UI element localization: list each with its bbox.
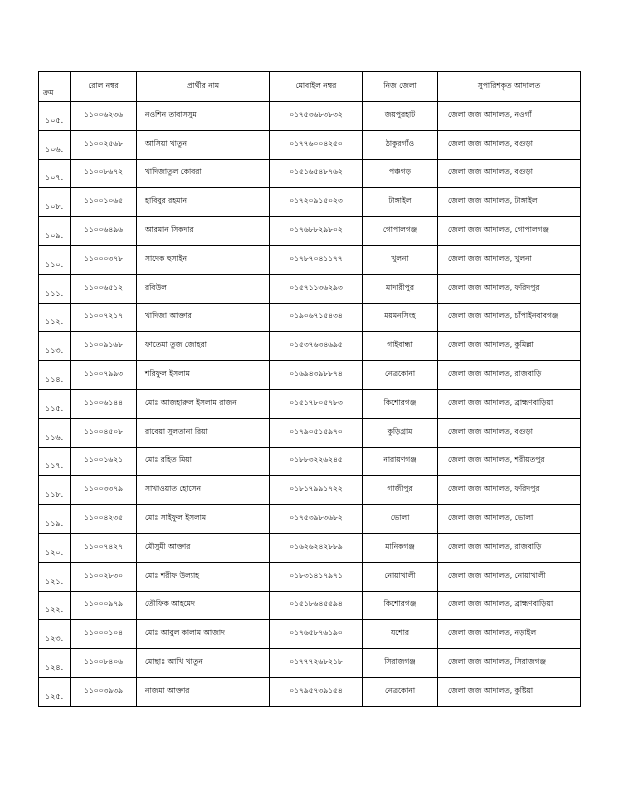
district-cell: ঠাকুরগাঁও	[363, 130, 438, 159]
name-cell: রবিউল	[137, 274, 270, 303]
roll-cell: ১১০০৪২৩৫	[71, 505, 137, 534]
serial-cell: ১০৮.	[39, 188, 71, 217]
table-row	[39, 505, 581, 534]
name-cell: মৌসুমী আক্তার	[137, 533, 270, 562]
header-roll: রোল নম্বর	[71, 72, 137, 102]
name-cell: ফাতেমা তুজ জোহরা	[137, 332, 270, 361]
table-row	[39, 389, 581, 418]
mobile-cell: ০১৭৯০৫১৫৯৭০	[270, 418, 363, 447]
district-cell: নেত্রকোনা	[363, 361, 438, 390]
district-cell: নারায়ণগঞ্জ	[363, 447, 438, 476]
header-district: নিজ জেলা	[363, 72, 438, 102]
table-row	[39, 476, 581, 505]
name-cell: তৌফিক আহমেদ	[137, 591, 270, 620]
table-row	[39, 447, 581, 476]
serial-cell: ১১০.	[39, 245, 71, 274]
district-cell: জয়পুরহাট	[363, 102, 438, 131]
district-cell: মানিকগঞ্জ	[363, 533, 438, 562]
header-serial: ক্রম	[39, 72, 71, 102]
roll-cell: ১১০০৬১৪৪	[71, 389, 137, 418]
table-row	[39, 677, 581, 706]
district-cell: নোয়াখালী	[363, 562, 438, 591]
roll-cell: ১১০০৬২৩৬	[71, 102, 137, 131]
court-cell: জেলা জজ আদালত, ব্রাহ্মণবাড়িয়া	[438, 591, 581, 620]
court-cell: জেলা জজ আদালত, নড়াইল	[438, 620, 581, 649]
serial-cell: ১১৯.	[39, 505, 71, 534]
table-row	[39, 274, 581, 303]
table-row	[39, 418, 581, 447]
table-row	[39, 591, 581, 620]
mobile-cell: ০১৭৮৭০৪১১৭৭	[270, 245, 363, 274]
name-cell: আসিয়া খাতুন	[137, 130, 270, 159]
mobile-cell: ০১৭৬৫৮৭৬১৯০	[270, 620, 363, 649]
roll-cell: ১১০০৯১৬৮	[71, 332, 137, 361]
court-cell: জেলা জজ আদালত, সিরাজগঞ্জ	[438, 649, 581, 678]
table-row	[39, 102, 581, 131]
roll-cell: ১১০০০৯৭৯	[71, 591, 137, 620]
roll-cell: ১১০০৩৯৩৯	[71, 677, 137, 706]
district-cell: গাইবান্ধা	[363, 332, 438, 361]
court-cell: জেলা জজ আদালত, বগুড়া	[438, 418, 581, 447]
table-row	[39, 303, 581, 332]
court-cell: জেলা জজ আদালত, রাজবাড়ি	[438, 533, 581, 562]
court-cell: জেলা জজ আদালত, গোপালগঞ্জ	[438, 217, 581, 246]
roll-cell: ১১০০৪৫০৮	[71, 418, 137, 447]
serial-cell: ১০৯.	[39, 217, 71, 246]
table-header-row	[39, 72, 581, 102]
mobile-cell: ০১৫১৭৮০৫৭৮৩	[270, 389, 363, 418]
roll-cell: ১১০০৮৬৭২	[71, 159, 137, 188]
serial-cell: ১২০.	[39, 533, 71, 562]
serial-cell: ১২৪.	[39, 649, 71, 678]
name-cell: রাবেয়া সুলতানা রিয়া	[137, 418, 270, 447]
district-cell: কুড়িগ্রাম	[363, 418, 438, 447]
roll-cell: ১১০০৭২১৭	[71, 303, 137, 332]
court-cell: জেলা জজ আদালত, ব্রাহ্মণবাড়িয়া	[438, 389, 581, 418]
roll-cell: ১১০০০৩৭৮	[71, 245, 137, 274]
serial-cell: ১১৬.	[39, 418, 71, 447]
mobile-cell: ০১৭৫৩৯৮৩৬৮২	[270, 505, 363, 534]
table-row	[39, 245, 581, 274]
roll-cell: ১১০০৮৪০৬	[71, 649, 137, 678]
roll-cell: ১১০০০১০৪	[71, 620, 137, 649]
mobile-cell: ০১৫৭১১৩৬২৯৩	[270, 274, 363, 303]
serial-cell: ১১১.	[39, 274, 71, 303]
name-cell: মোঃ রহিত মিয়া	[137, 447, 270, 476]
table-row	[39, 649, 581, 678]
serial-cell: ১১৭.	[39, 447, 71, 476]
table-row	[39, 332, 581, 361]
district-cell: কিশোরগঞ্জ	[363, 389, 438, 418]
name-cell: মোঃ সাইফুল ইসলাম	[137, 505, 270, 534]
court-cell: জেলা জজ আদালত, কুষ্টিয়া	[438, 677, 581, 706]
mobile-cell: ০১৮১৭৯৯১৭২২	[270, 476, 363, 505]
serial-cell: ১০৬.	[39, 130, 71, 159]
header-mobile: মোবাইল নম্বর	[270, 72, 363, 102]
serial-cell: ১১৫.	[39, 389, 71, 418]
serial-cell: ১২২.	[39, 591, 71, 620]
table-row	[39, 361, 581, 390]
court-cell: জেলা জজ আদালত, বগুড়া	[438, 159, 581, 188]
roll-cell: ১১০০৬৫১২	[71, 274, 137, 303]
name-cell: মোঃ আবুল কালাম আজাদ	[137, 620, 270, 649]
serial-cell: ১০৭.	[39, 159, 71, 188]
roll-cell: ১১০০৩৩৭৯	[71, 476, 137, 505]
table-row	[39, 562, 581, 591]
mobile-cell: ০১৭২০৯১৫০২৩	[270, 188, 363, 217]
mobile-cell: ০১৮৩১৪১৭৯৭১	[270, 562, 363, 591]
court-cell: জেলা জজ আদালত, বগুড়া	[438, 130, 581, 159]
court-cell: জেলা জজ আদালত, খুলনা	[438, 245, 581, 274]
mobile-cell: ০১৭৫৩৬৮৩৮৩২	[270, 102, 363, 131]
roll-cell: ১১০০২৮৩০	[71, 562, 137, 591]
name-cell: মোঃ শরীফ উল্যাহ	[137, 562, 270, 591]
name-cell: শরিফুল ইসলাম	[137, 361, 270, 390]
serial-cell: ১১৪.	[39, 361, 71, 390]
serial-cell: ১২১.	[39, 562, 71, 591]
name-cell: মোছাঃ আখি খাতুন	[137, 649, 270, 678]
mobile-cell: ০১৭৬৮৮২৯৮০২	[270, 217, 363, 246]
table-row	[39, 533, 581, 562]
court-cell: জেলা জজ আদালত, ফরিদপুর	[438, 476, 581, 505]
roll-cell: ১১০০৬৪৯৬	[71, 217, 137, 246]
serial-cell: ১২৫.	[39, 677, 71, 706]
roll-cell: ১১০০৭৪২৭	[71, 533, 137, 562]
name-cell: খাদিজাতুল কোবরা	[137, 159, 270, 188]
serial-cell: ১১৮.	[39, 476, 71, 505]
serial-cell: ১০৫.	[39, 102, 71, 131]
mobile-cell: ০১৭৭৬০০৪২৫০	[270, 130, 363, 159]
mobile-cell: ০১৫৩৭৬৩৪৬৯৫	[270, 332, 363, 361]
district-cell: টাঙ্গাইল	[363, 188, 438, 217]
court-cell: জেলা জজ আদালত, ভোলা	[438, 505, 581, 534]
table-row	[39, 159, 581, 188]
mobile-cell: ০১৬৯৪৩৯৮৮৭৪	[270, 361, 363, 390]
court-cell: জেলা জজ আদালত, কুমিল্লা	[438, 332, 581, 361]
table-row	[39, 217, 581, 246]
mobile-cell: ০১৯০৬৭১৫৪৩৪	[270, 303, 363, 332]
name-cell: হাবিবুর রহমান	[137, 188, 270, 217]
name-cell: খাদিজা আক্তার	[137, 303, 270, 332]
mobile-cell: ০১৫১৮৬৪৫৫৯৪	[270, 591, 363, 620]
candidate-table	[38, 71, 581, 707]
mobile-cell: ০১৫১৬৫৪৮৭৬২	[270, 159, 363, 188]
mobile-cell: ০১৭৯৫৭৩৯১৫৪	[270, 677, 363, 706]
roll-cell: ১১০০৭৯৯৩	[71, 361, 137, 390]
header-court: সুপারিশকৃত আদালত	[438, 72, 581, 102]
serial-cell: ১১৩.	[39, 332, 71, 361]
court-cell: জেলা জজ আদালত, রাজবাড়ি	[438, 361, 581, 390]
district-cell: ময়মনসিংহ	[363, 303, 438, 332]
roll-cell: ১১০০২৫৬৮	[71, 130, 137, 159]
district-cell: মাদারীপুর	[363, 274, 438, 303]
district-cell: গাজীপুর	[363, 476, 438, 505]
district-cell: খুলনা	[363, 245, 438, 274]
district-cell: কিশোরগঞ্জ	[363, 591, 438, 620]
table-row	[39, 620, 581, 649]
serial-cell: ১২৩.	[39, 620, 71, 649]
district-cell: ভোলা	[363, 505, 438, 534]
district-cell: নেত্রকোনা	[363, 677, 438, 706]
court-cell: জেলা জজ আদালত, শরীয়তপুর	[438, 447, 581, 476]
serial-cell: ১১২.	[39, 303, 71, 332]
district-cell: সিরাজগঞ্জ	[363, 649, 438, 678]
mobile-cell: ০১৮৮৩২২৬২৪৫	[270, 447, 363, 476]
table-row	[39, 130, 581, 159]
roll-cell: ১১০০১৬২১	[71, 447, 137, 476]
name-cell: আরমান সিকদার	[137, 217, 270, 246]
district-cell: গোপালগঞ্জ	[363, 217, 438, 246]
court-cell: জেলা জজ আদালত, চাঁপাইনবাবগঞ্জ	[438, 303, 581, 332]
table-row	[39, 188, 581, 217]
name-cell: নওশিন তাবাসসুম	[137, 102, 270, 131]
mobile-cell: ০১৭৭৭২৬৮২১৮	[270, 649, 363, 678]
header-name: প্রার্থীর নাম	[137, 72, 270, 102]
court-cell: জেলা জজ আদালত, ফরিদপুর	[438, 274, 581, 303]
mobile-cell: ০১৬২৬২৪২৮৮৯	[270, 533, 363, 562]
roll-cell: ১১০০১০৬৫	[71, 188, 137, 217]
court-cell: জেলা জজ আদালত, নওগাঁ	[438, 102, 581, 131]
court-cell: জেলা জজ আদালত, টাঙ্গাইল	[438, 188, 581, 217]
name-cell: সাদেক হুসাইন	[137, 245, 270, 274]
name-cell: নাজমা আক্তার	[137, 677, 270, 706]
district-cell: পঞ্চগড়	[363, 159, 438, 188]
district-cell: যশোর	[363, 620, 438, 649]
court-cell: জেলা জজ আদালত, নোয়াখালী	[438, 562, 581, 591]
name-cell: মোঃ আজহারুল ইসলাম রাজন	[137, 389, 270, 418]
name-cell: সাখাওয়াত হোসেন	[137, 476, 270, 505]
